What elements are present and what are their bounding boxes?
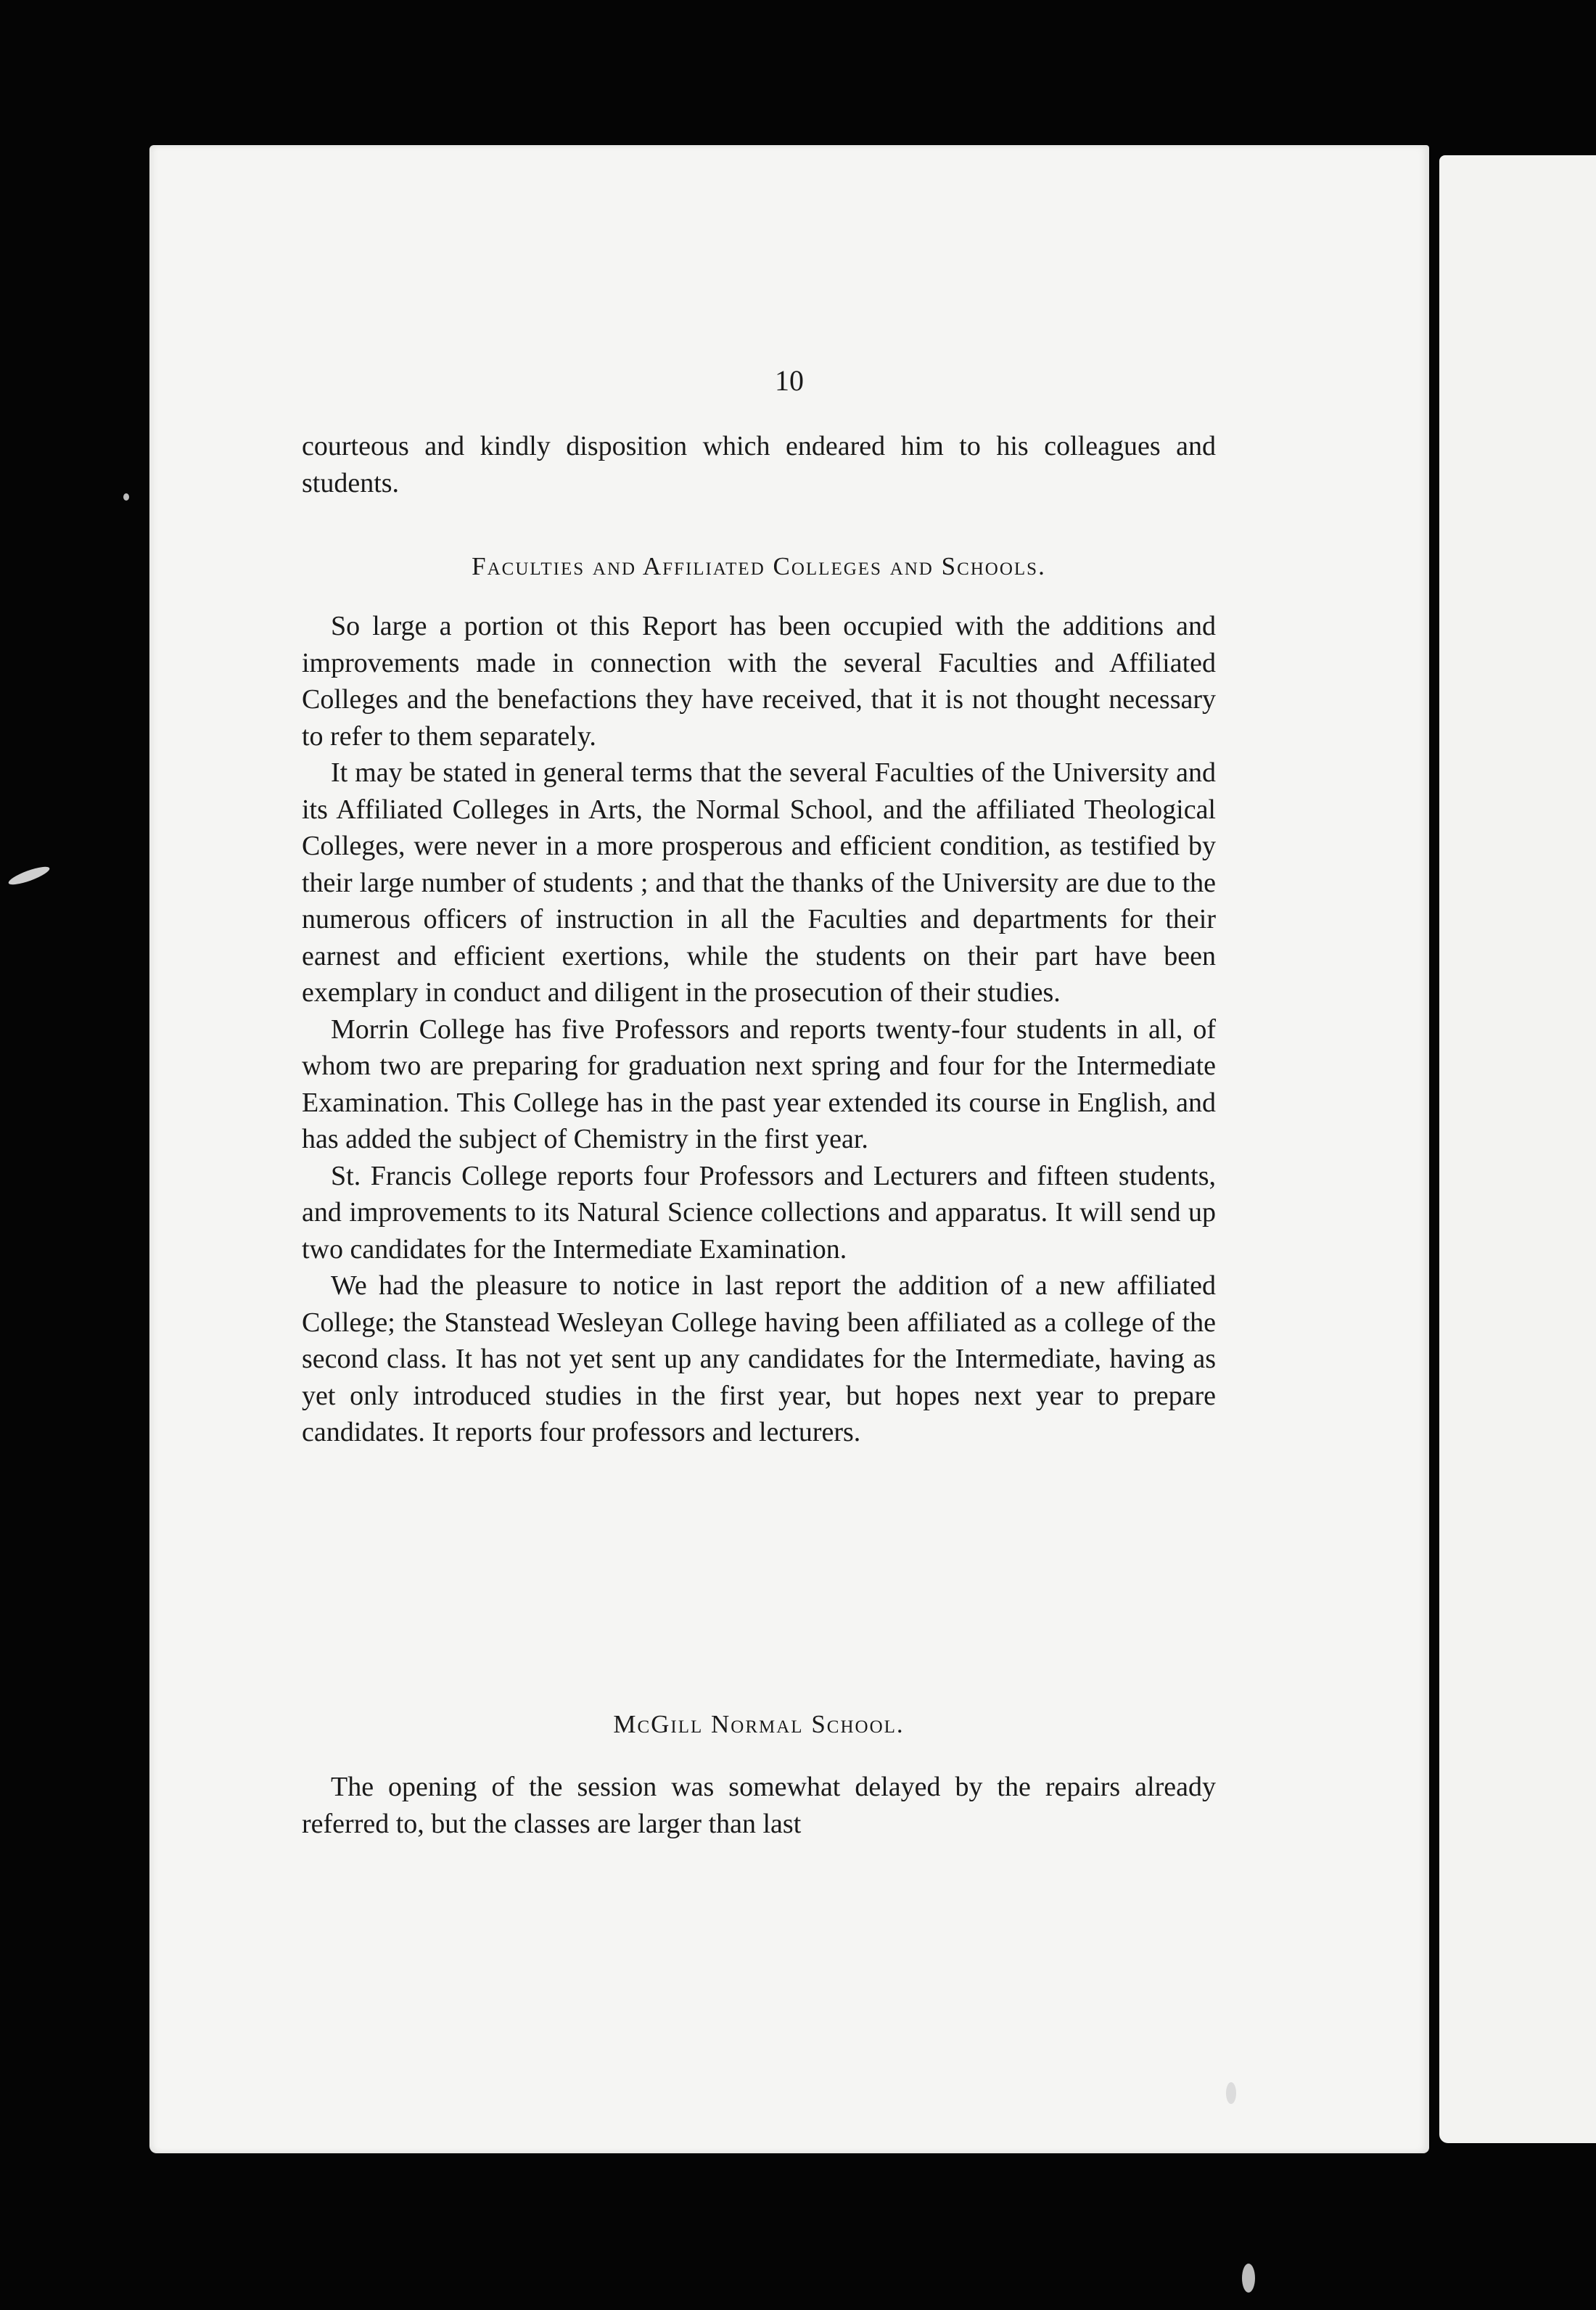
section-heading-faculties: Faculties and Affiliated Colleges and Schools. [472,552,1046,580]
paragraph-st-francis-college: St. Francis College reports four Professors and Lecturers and fifteen students, and improvements to its Natural Science collections and apparatus. It will send up two candidates for the Intermediate Examination. [302,1160,1216,1265]
scan-artifact [7,863,51,888]
paragraph-stanstead-college: We had the pleasure to notice in last report the addition of a new affiliated College; the Stanstead Wesleyan College having been affiliated as a college of the second class. It has not yet sent up any candidates for the Intermediate, having as yet only introduced studies in the first year, but hopes next year to prepare candidates. It reports four professors and lecturers. [302,1270,1216,1447]
paragraph-general-terms: It may be stated in general terms that the several Faculties of the University and its Affiliated Colleges in Arts, the Normal School, and the affiliated Theological Colleges, were never in a more prosperous and efficient condition, as testified by their large number of students ; and that the thanks of the University are due to the numerous officers of instruction in all the Faculties and departments for their earnest and efficient exertions, while the students on their part have been exemplary in conduct and diligent in the prosecution of their studies. [302,757,1216,1008]
page-number: 10 [775,364,804,397]
section-faculties-body [302,608,1216,1451]
section-faculties [302,548,1216,585]
opening-paragraph: courteous and kindly disposition which endeared him to his colleagues and students. [302,431,1216,498]
section-heading-normal-school: McGill Normal School. [613,1710,905,1738]
section-normal-school-body [302,1769,1216,1842]
paragraph-session-opening: The opening of the session was somewhat delayed by the repairs already referred to, but the classes are larger than last [302,1772,1216,1839]
opening-text-block [302,428,1216,501]
paragraph-morrin-college: Morrin College has five Professors and reports twenty-four students in all, of whom two are preparing for graduation next spring and four for the Intermediate Examination. This College has in the past year extended its course in English, and has added the subject of Chemistry in the first year. [302,1014,1216,1154]
scan-artifact [1226,2082,1236,2104]
scan-artifact [1242,2264,1255,2293]
section-normal-school [302,1706,1216,1743]
adjacent-page-edge [1439,155,1596,2143]
scan-artifact [123,493,129,501]
paragraph-report-portion: So large a portion ot this Report has been occupied with the additions and improvements made in connection with the several Faculties and Affiliated Colleges and the benefactions they have received, that it is not thought necessary to refer to them separately. [302,611,1216,752]
